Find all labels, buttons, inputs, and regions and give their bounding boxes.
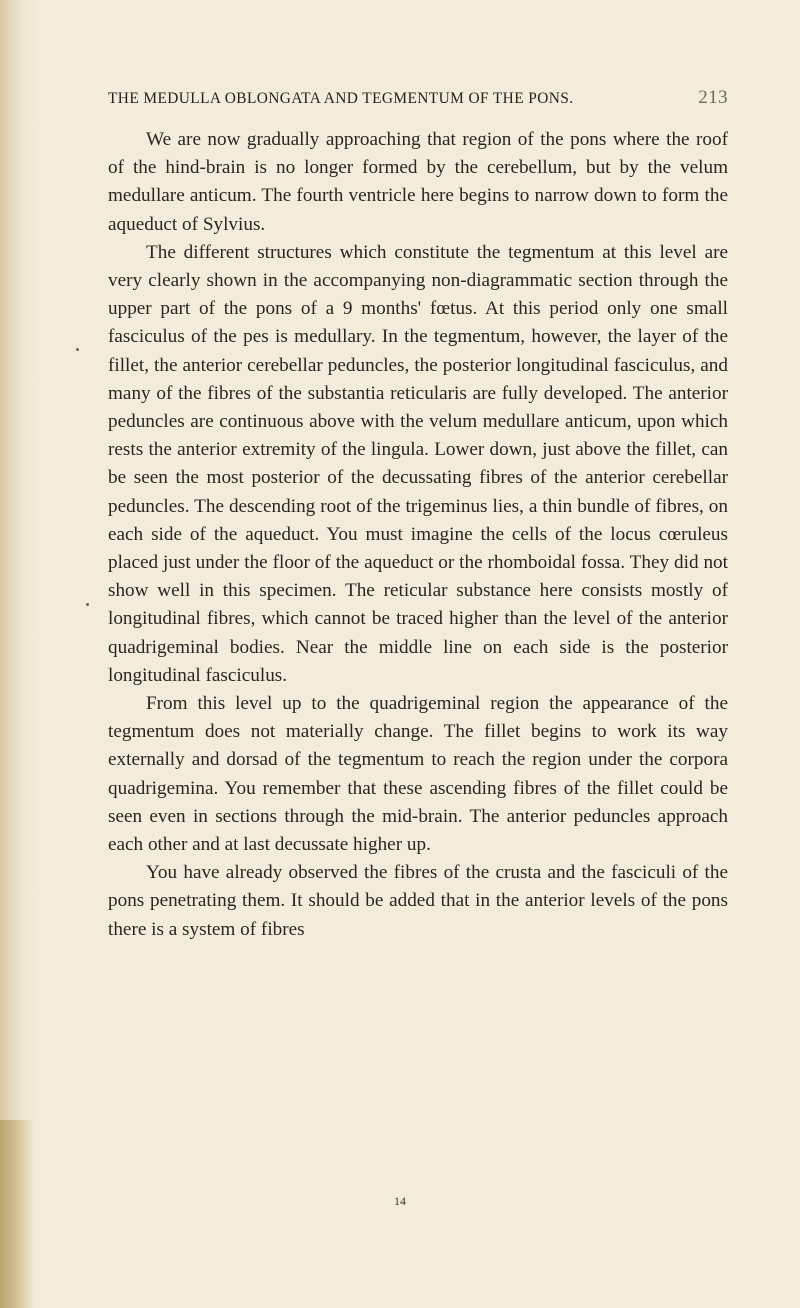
paragraph: We are now gradually approaching that region of the pons where the roof of the hind-brain is no longer formed by the cerebellum, but by the velum medullare anticum. The fourth ventricle here begins to narrow down to form the aqueduct of Sylvius. <box>108 129 728 235</box>
signature-mark: 14 <box>394 1194 406 1208</box>
body-text <box>108 126 728 944</box>
paragraph: You have already observed the fibres of the crusta and the fasciculi of the pons penetrating them. It should be added that in the anterior levels of the pons there is a system of fibres <box>108 862 728 940</box>
page-edge-stain <box>0 1120 34 1308</box>
paragraph: From this level up to the quadrigeminal region the appearance of the tegmentum does not materially change. The fillet begins to work its way externally and dorsad of the tegmentum to reach the region under the corpora quadrigemina. You remember that these ascending fibres of the fillet could be seen even in sections through the mid-brain. The anterior peduncles approach each other and at last decussate higher up. <box>108 693 728 856</box>
running-head <box>108 87 728 124</box>
ink-speck <box>76 348 79 351</box>
running-head-title: THE MEDULLA OBLONGATA AND TEGMENTUM OF THE PONS. <box>108 90 574 107</box>
ink-speck <box>86 603 89 606</box>
page-number: 213 <box>698 87 728 108</box>
page-gutter-shadow <box>0 0 22 1308</box>
paragraph: The different structures which constitute the tegmentum at this level are very clearly shown in the accompanying non-diagrammatic section through the upper part of the pons of a 9 months' fœtus. At this period only one small fasciculus of the pes is medullary. In the tegmentum, however, the layer of the fillet, the anterior cerebellar peduncles, the posterior longitudinal fasciculus, and many of the fibres of the substantia reticularis are fully developed. The anterior peduncles are continuous above with the velum medullare anticum, upon which rests the anterior extremity of the lingula. Lower down, just above the fillet, can be seen the most posterior of the decussating fibres of the anterior cerebellar peduncles. The descending root of the trigeminus lies, a thin bundle of fibres, on each side of the aqueduct. You must imagine the cells of the locus cœruleus placed just under the floor of the aqueduct or the rhomboidal fossa. They did not show well in this specimen. The reticular substance here consists mostly of longitudinal fibres, which cannot be traced higher than the level of the anterior quadrigeminal bodies. Near the middle line on each side is the posterior longitudinal fasciculus. <box>108 241 728 686</box>
